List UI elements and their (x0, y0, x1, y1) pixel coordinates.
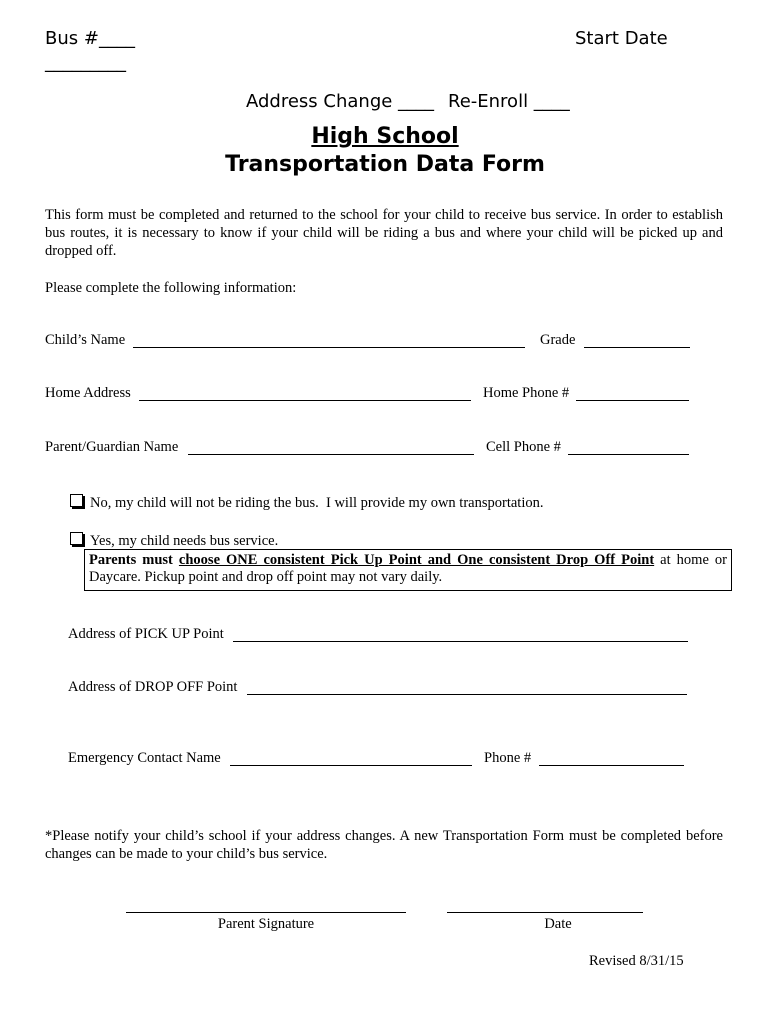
intro-paragraph: This form must be completed and returned to the school for your child to receive bus service. In order to establish bus routes, it is necessary to know if your child will be riding a bus and where your child will be picked up and dropped off. (45, 207, 723, 259)
page-title: High School (311, 124, 459, 149)
cell-phone-line[interactable] (568, 454, 689, 455)
parent-signature-label: Parent Signature (217, 916, 315, 932)
bus-number-field: Bus #____ (45, 28, 135, 49)
yes-bus-label: Yes, my child needs bus service. (90, 533, 279, 549)
home-address-line[interactable] (139, 400, 471, 401)
emergency-name-line[interactable] (230, 765, 472, 766)
notice-bold-underlined: choose ONE consistent Pick Up Point and One consistent Drop Off Point (178, 552, 655, 568)
pickup-dropoff-notice (84, 549, 732, 591)
no-bus-label: No, my child will not be riding the bus. I will provide my own transportation. (90, 495, 544, 511)
notice-bold-prefix: Parents must (89, 552, 179, 568)
cell-phone-label: Cell Phone # (486, 439, 561, 455)
footer-note: *Please notify your child’s school if your address changes. A new Transportation Form must be completed before changes can be made to your child’s bus service. (45, 828, 723, 862)
parent-signature-line[interactable] (126, 912, 406, 913)
revised-date: Revised 8/31/15 (589, 953, 684, 969)
dropoff-label: Address of DROP OFF Point (68, 679, 238, 695)
parent-name-line[interactable] (188, 454, 474, 455)
no-bus-checkbox[interactable] (70, 494, 83, 507)
child-name-label: Child’s Name (45, 332, 126, 348)
pickup-line[interactable] (233, 641, 688, 642)
child-name-line[interactable] (133, 347, 525, 348)
pickup-label: Address of PICK UP Point (68, 626, 224, 642)
grade-line[interactable] (584, 347, 690, 348)
dropoff-line[interactable] (247, 694, 687, 695)
grade-label: Grade (540, 332, 576, 348)
notice-rest: at home or Daycare. Pickup point and drop off point may not vary daily. (89, 552, 727, 585)
start-date-field: Start Date (575, 28, 668, 49)
home-address-label: Home Address (45, 385, 131, 401)
parent-name-label: Parent/Guardian Name (45, 439, 179, 455)
bus-number-field-continuation: _________ (45, 52, 126, 73)
home-phone-line[interactable] (576, 400, 689, 401)
emergency-phone-label: Phone # (484, 750, 532, 766)
date-line[interactable] (447, 912, 643, 913)
emergency-phone-line[interactable] (539, 765, 684, 766)
date-label: Date (544, 916, 572, 932)
instructions-text: Please complete the following information: (45, 280, 297, 296)
home-phone-label: Home Phone # (483, 385, 570, 401)
emergency-name-label: Emergency Contact Name (68, 750, 221, 766)
re-enroll-field: Re-Enroll ____ (448, 91, 570, 112)
yes-bus-checkbox[interactable] (70, 532, 83, 545)
address-change-field: Address Change ____ (246, 91, 435, 112)
page-subtitle: Transportation Data Form (225, 152, 545, 177)
